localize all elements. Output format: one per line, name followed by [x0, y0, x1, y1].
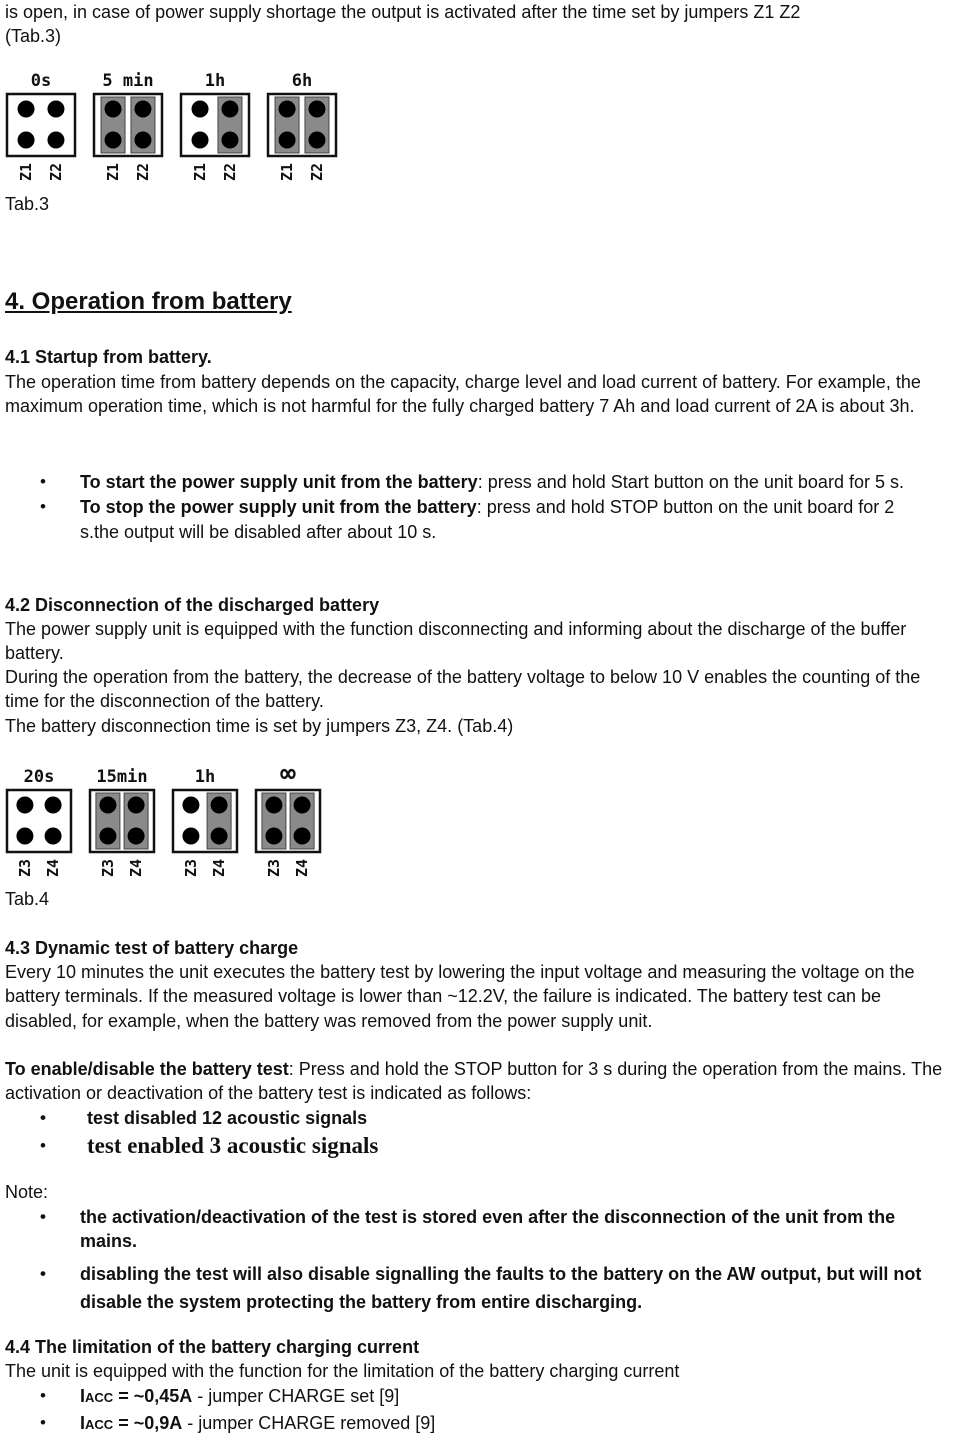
- charging-current-item-2: • IACC = ~0,9A - jumper CHARGE removed [9]: [5, 1411, 957, 1437]
- section-4-4-paragraph: The unit is equipped with the function for the limitation of the battery charging current: [5, 1361, 680, 1381]
- intro-line-1: is open, in case of power supply shortage the output is activated after the time set by jumpers Z1 Z2: [5, 2, 801, 22]
- tab3-setting-label: 0s: [30, 71, 52, 91]
- charging-current-list: [5, 1384, 957, 1438]
- stop-instruction: • To stop the power supply unit from the battery: press and hold STOP button on the unit board for 2 s.the output will be disabled after about 10 s.: [5, 495, 935, 544]
- jumper-pin: [16, 797, 33, 814]
- jumper-pin: [16, 828, 33, 845]
- tab4-pin-label: Z3: [264, 858, 283, 878]
- section-4-title: 4. Operation from battery: [5, 288, 292, 315]
- jumper-pin: [182, 797, 199, 814]
- jumper-pin: [18, 101, 35, 118]
- tab3-pin-label: Z1: [104, 162, 123, 182]
- tab4-setting-label: ∞: [280, 762, 296, 789]
- jumper-pin: [308, 101, 325, 118]
- jumper-pin: [105, 101, 122, 118]
- section-4-3-heading: 4.3 Dynamic test of battery charge: [5, 938, 299, 958]
- tab3-pin-label: Z1: [278, 162, 297, 182]
- tab3-setting-label: 5 min: [102, 71, 154, 91]
- jumper-pin: [99, 828, 116, 845]
- section-4-2-paragraph-2: During the operation from the battery, the decrease of the battery voltage to below 10 V enables the counting of the time for the disconnection of the battery.: [5, 667, 921, 712]
- test-disabled-item: • test disabled 12 acoustic signals: [5, 1106, 957, 1130]
- tab3-setting-label: 6h: [291, 71, 313, 91]
- jumper-pin: [308, 132, 325, 149]
- tab4-pin-label: Z3: [181, 858, 200, 878]
- jumper-pin: [279, 132, 296, 149]
- tab3-pin-label: Z1: [17, 162, 36, 182]
- jumper-pin: [294, 828, 311, 845]
- jumper-diagram-tab3: [5, 66, 345, 190]
- jumper-pin: [45, 828, 62, 845]
- tab4-pin-label: Z4: [44, 858, 63, 878]
- section-4-1-heading: 4.1 Startup from battery.: [5, 347, 212, 367]
- jumper-pin: [265, 797, 282, 814]
- jumper-pin: [211, 797, 228, 814]
- tab4-setting-1: [90, 767, 154, 877]
- battery-test-signals-list: [5, 1106, 957, 1130]
- jumper-pin: [47, 101, 64, 118]
- tab3-pin-label: Z1: [191, 162, 210, 182]
- tab4-pin-label: Z3: [98, 858, 117, 878]
- section-4-3-paragraph-1: Every 10 minutes the unit executes the battery test by lowering the input voltage and measuring the voltage on the battery terminals. If the measured voltage is lower than ~12.2V, the failure is indicated. The battery test can be disabled, for example, when the battery was removed from the power supply unit.: [5, 962, 915, 1031]
- jumper-diagram-tab4: [5, 762, 325, 886]
- tab3-pin-label: Z2: [220, 162, 239, 182]
- tab3-pin-label: Z2: [133, 162, 152, 182]
- intro-line-2: (Tab.3): [5, 26, 62, 46]
- tab3-jumper-figure: [5, 66, 345, 196]
- section-4-4-heading: 4.4 The limitation of the battery charging current: [5, 1337, 420, 1357]
- tab4-pin-label: Z4: [127, 858, 146, 878]
- section-4-2-paragraph-1: The power supply unit is equipped with the function disconnecting and informing about the discharge of the buffer battery.: [5, 619, 907, 664]
- tab4-setting-3: [256, 762, 320, 877]
- tab3-pin-label: Z2: [307, 162, 326, 182]
- tab4-setting-label: 15min: [96, 767, 148, 787]
- tab3-setting-label: 1h: [204, 71, 226, 91]
- tab4-caption: Tab.4: [5, 889, 50, 909]
- notes-list: [5, 1205, 955, 1316]
- jumper-pin: [211, 828, 228, 845]
- note-item-2: • disabling the test will also disable signalling the faults to the battery on the AW output, but will not disable the system protecting the battery from entire discharging.: [5, 1260, 955, 1316]
- tab4-pin-label: Z3: [15, 858, 34, 878]
- tab4-pin-label: Z4: [293, 858, 312, 878]
- tab4-setting-0: [7, 767, 71, 877]
- jumper-pin: [192, 101, 209, 118]
- start-instruction: • To start the power supply unit from the battery: press and hold Start button on the unit board for 5 s.: [5, 470, 935, 494]
- tab4-pin-label: Z4: [210, 858, 229, 878]
- jumper-pin: [18, 132, 35, 149]
- note-label: Note:: [5, 1182, 49, 1202]
- tab4-setting-label: 1h: [194, 767, 216, 787]
- section-4-2-paragraph-3: The battery disconnection time is set by jumpers Z3, Z4. (Tab.4): [5, 716, 514, 736]
- tab3-setting-1: [94, 71, 162, 181]
- note-item-1: • the activation/deactivation of the test is stored even after the disconnection of the unit from the mains.: [5, 1205, 955, 1253]
- jumper-pin: [45, 797, 62, 814]
- jumper-pin: [128, 828, 145, 845]
- start-stop-list: [5, 470, 935, 544]
- jumper-block: [7, 790, 71, 852]
- jumper-block: [7, 94, 75, 156]
- tab4-setting-2: [173, 767, 237, 877]
- jumper-pin: [182, 828, 199, 845]
- section-4-2-heading: 4.2 Disconnection of the discharged battery: [5, 595, 380, 615]
- jumper-pin: [294, 797, 311, 814]
- tab3-setting-0: [7, 71, 75, 181]
- jumper-pin: [192, 132, 209, 149]
- tab3-caption: Tab.3: [5, 194, 50, 214]
- jumper-pin: [221, 132, 238, 149]
- tab3-pin-label: Z2: [46, 162, 65, 182]
- jumper-pin: [134, 101, 151, 118]
- tab3-setting-2: [181, 71, 249, 181]
- tab4-setting-label: 20s: [23, 767, 55, 787]
- tab4-jumper-figure: [5, 762, 325, 892]
- charging-current-item-1: • IACC = ~0,45A - jumper CHARGE set [9]: [5, 1384, 957, 1410]
- jumper-pin: [221, 101, 238, 118]
- jumper-pin: [134, 132, 151, 149]
- section-4-1-paragraph: The operation time from battery depends on the capacity, charge level and load current of battery. For example, the maximum operation time, which is not harmful for the fully charged battery 7 Ah and load current of 2A is about 3h.: [5, 372, 921, 417]
- test-enabled-item: • test enabled 3 acoustic signals: [5, 1131, 957, 1161]
- jumper-pin: [47, 132, 64, 149]
- jumper-pin: [265, 828, 282, 845]
- jumper-pin: [99, 797, 116, 814]
- jumper-pin: [105, 132, 122, 149]
- tab3-setting-3: [268, 71, 336, 181]
- section-4-3-paragraph-2: To enable/disable the battery test: Press and hold the STOP button for 3 s during the operation from the mains. The activation or deactivation of the battery test is indicated as follows:: [5, 1059, 943, 1104]
- battery-test-signals-list-2: [5, 1131, 957, 1161]
- jumper-pin: [128, 797, 145, 814]
- jumper-pin: [279, 101, 296, 118]
